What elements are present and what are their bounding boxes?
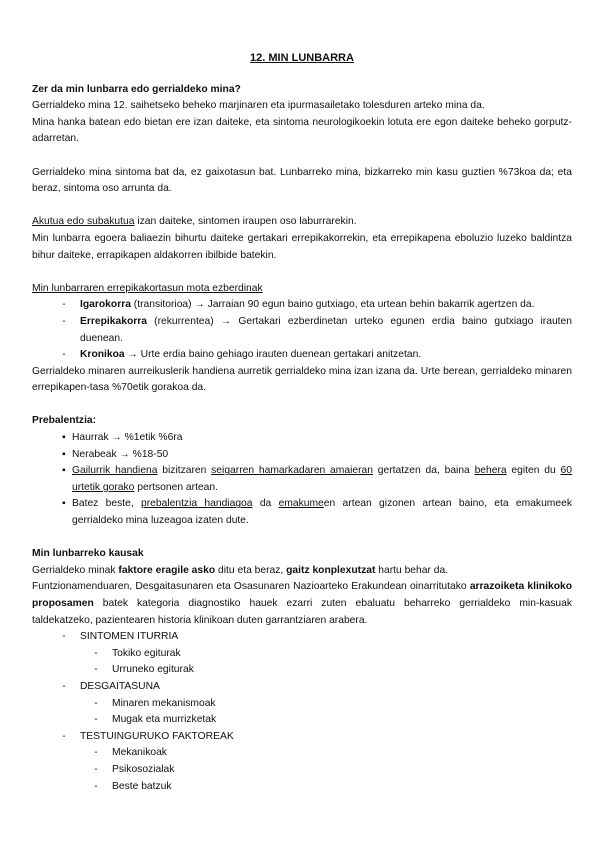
bullet-icon: ▪ [62, 498, 66, 510]
section-heading-causes: Min lunbarreko kausak [32, 548, 144, 560]
page-title: 12. MIN LUNBARRA [250, 52, 354, 64]
dash-bullet: - [94, 763, 98, 775]
underlined-term: Akutua edo subakutua [32, 216, 135, 228]
dash-bullet: - [62, 349, 66, 361]
list-subitem: - Tokiko egiturak [32, 646, 572, 663]
list-item: - Igarokorra (transitorioa) → Jarraian 90 egun baino gutxiago, eta urtean behin bakarrik agertzen da. [32, 297, 572, 314]
list-subitem: - Minaren mekanismoak [32, 696, 572, 713]
list-subitem: - Urruneko egiturak [32, 662, 572, 679]
dash-bullet: - [62, 315, 66, 327]
paragraph: Mina hanka batean edo bietan ere izan daiteke, eta sintoma neurologikoekin lotuta ere egon daiteke beheko gorputz-adarretan. [32, 116, 572, 145]
dash-bullet: - [62, 680, 66, 692]
paragraph: Akutua edo subakutua izan daiteke, sintomen iraupen oso laburrarekin. [32, 216, 357, 228]
list-item: - Kronikoa → Urte erdia baino gehiago irauten duenean gertakari anitzetan. [32, 347, 572, 364]
dash-bullet: - [94, 780, 98, 792]
list-item: ▪ Haurrak → %1etik %6ra [32, 430, 572, 447]
dash-bullet: - [62, 299, 66, 311]
dash-bullet: - [62, 631, 66, 643]
section-heading-prevalence: Prebalentzia: [32, 415, 97, 427]
list-item: - TESTUINGURUKO FAKTOREAK [32, 729, 572, 746]
dash-bullet: - [94, 697, 98, 709]
list-item: ▪ Batez beste, prebalentzia handiagoa da emakumeen artean gizonen artean baino, eta emakumeek gerrialdeko mina luzeagoa izaten dute. [32, 496, 572, 529]
bullet-icon: ▪ [62, 432, 66, 444]
dash-bullet: - [94, 714, 98, 726]
paragraph: Min lunbarra egoera baliaezin bihurtu daiteke gertakari errepikakorrekin, eta errepikapena eboluzio luzeko baldintza bihur daiteke, errapikapen aldakorren ibilbide batekin. [32, 232, 572, 261]
dash-bullet: - [94, 664, 98, 676]
dash-bullet: - [94, 647, 98, 659]
list-item: ▪ Nerabeak → %18-50 [32, 447, 572, 464]
document-page [32, 50, 572, 795]
list-subitem: - Psikosozialak [32, 762, 572, 779]
paragraph: Gerrialdeko mina sintoma bat da, ez gaixotasun bat. Lunbarreko mina, bizkarreko min kasu guztien %73koa da; eta beraz, sintoma oso arrunta da. [32, 166, 572, 195]
list-item: - SINTOMEN ITURRIA [32, 629, 572, 646]
list-subitem: - Beste batzuk [32, 779, 572, 796]
list-subitem: - Mekanikoak [32, 745, 572, 762]
bullet-icon: ▪ [62, 448, 66, 460]
list-item: - DESGAITASUNA [32, 679, 572, 696]
list-subitem: - Mugak eta murrizketak [32, 712, 572, 729]
paragraph: Gerrialdeko minak faktore eragile asko ditu eta beraz, gaitz konplexutzat hartu behar da. [32, 564, 449, 576]
list-item: ▪ Gailurrik handiena bizitzaren seigarren hamarkadaren amaieran gertatzen da, baina behera egiten du 60 urtetik gorako pertsonen artean. [32, 463, 572, 496]
paragraph: Gerrialdeko mina 12. saihetseko beheko marjinaren eta ipurmasailetako tolesduren arteko mina da. [32, 100, 485, 112]
dash-bullet: - [94, 747, 98, 759]
bullet-icon: ▪ [62, 465, 66, 477]
paragraph: Funtzionamenduaren, Desgaitasunaren eta Osasunaren Nazioarteko Erakundean oinarritutako arrazoiketa klinikoko proposamen batek kategoria diagnostiko hauek ezarri zuten ebaluatu beharreko gerrialdeko min-kasuak taldekatzeko, pazientearen historia klinikoan duten garrantziaren arabera. [32, 581, 572, 626]
paragraph: Gerrialdeko minaren aurreikuslerik handiena aurretik gerrialdeko mina izan izana da. Urte berean, gerrialdeko minaren errepikapen-tasa %70etik gorakoa da. [32, 365, 572, 394]
list-item: - Errepikakorra (rekurrentea) → Gertakari ezberdinetan urteko egunen erdia baino gutxiago irauten duenean. [32, 314, 572, 347]
dash-bullet: - [62, 730, 66, 742]
section-heading-definition: Zer da min lunbarra edo gerrialdeko mina? [32, 83, 241, 95]
section-heading-recurrence: Min lunbarraren errepikakortasun mota ezberdinak [32, 282, 263, 294]
